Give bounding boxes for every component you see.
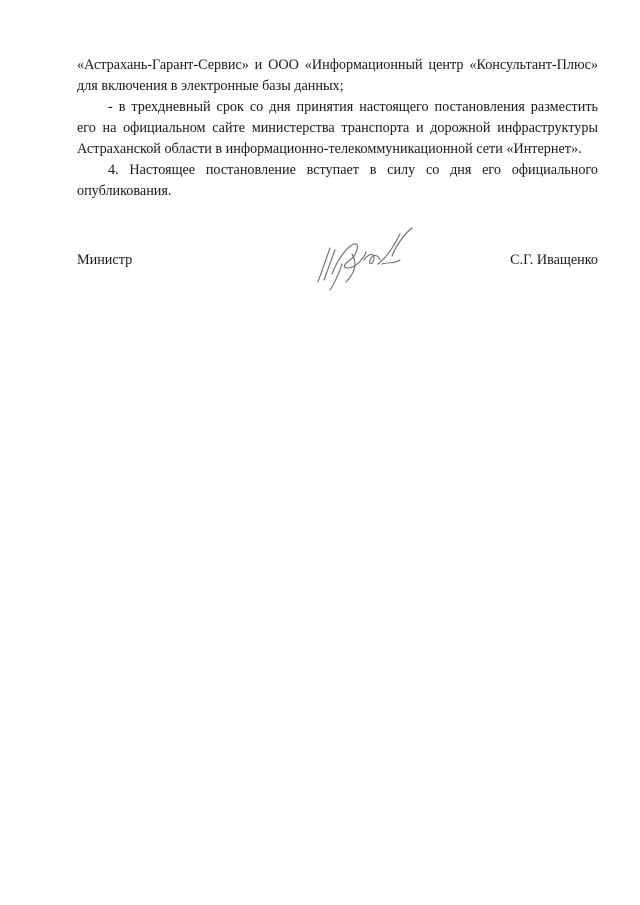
paragraph-publish-online: - в трехдневный срок со дня принятия настоящего постановления разместить его на официальном сайте министерства транспорта и дорожной инфраструктуры Астраханской области в информационно-телекоммуникационной сети «Интернет». xyxy=(77,99,598,157)
paragraph-effective-date: 4. Настоящее постановление вступает в силу со дня его официального опубликования. xyxy=(77,162,598,199)
handwritten-signature xyxy=(308,224,418,292)
document-body xyxy=(77,55,598,202)
signatory-title: Министр xyxy=(77,252,133,268)
signatory-name: С.Г. Иващенко xyxy=(510,252,598,268)
paragraph-continuation: «Астрахань-Гарант-Сервис» и ООО «Информационный центр «Консультант-Плюс» для включения в электронные базы данных; xyxy=(77,57,598,94)
